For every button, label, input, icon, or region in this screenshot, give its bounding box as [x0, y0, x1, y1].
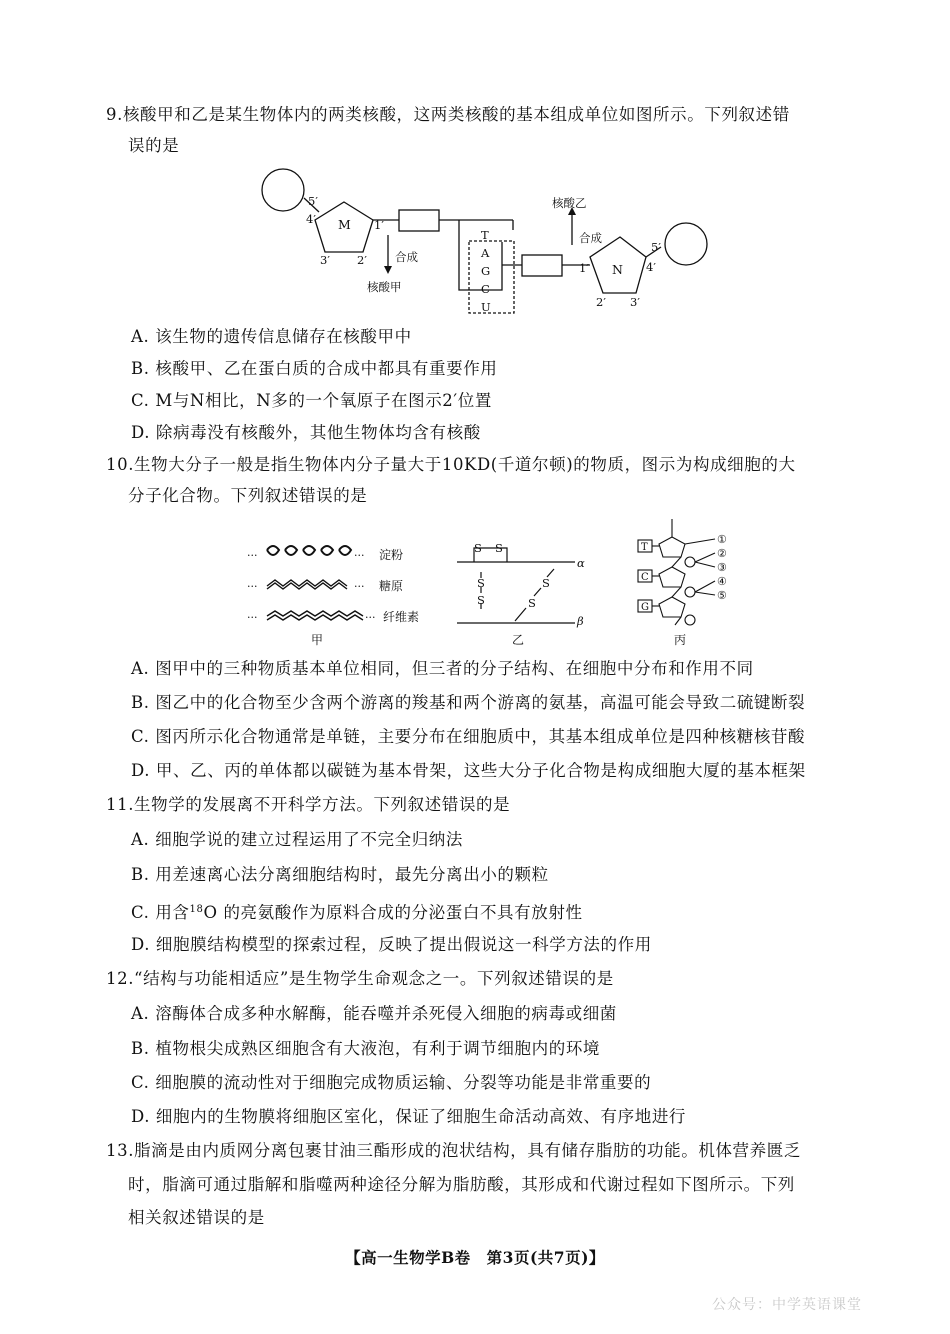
- page-footer: 【高一生物学B卷 第3页(共7页)】: [345, 1248, 605, 1267]
- q10-bing-num-5: ⑤: [717, 589, 727, 602]
- q10-yi-s6: S: [528, 596, 536, 610]
- q10-bing-base-g: G: [641, 602, 649, 613]
- q9-arrow-down: [384, 266, 392, 274]
- q10-macromolecule-figure: [245, 517, 745, 652]
- q10-label-starch: 淀粉: [379, 548, 404, 562]
- q9-label-n: N: [612, 262, 623, 277]
- q10-option-d: D. 甲、乙、丙的单体都以碳链为基本骨架，这些大分子化合物是构成细胞大厦的基本框架: [131, 761, 806, 780]
- q11-option-b: B. 用差速离心法分离细胞结构时，最先分离出小的颗粒: [131, 865, 549, 884]
- q13-stem-line2: 时，脂滴可通过脂解和脂噬两种途径分解为脂肪酸，其形成和代谢过程如下图所示。下列: [128, 1175, 795, 1194]
- q9-option-c: C. M与N相比，N多的一个氧原子在图示2′位置: [131, 391, 492, 410]
- q9-option-a: A. 该生物的遗传信息储存在核酸甲中: [131, 327, 412, 346]
- q9-label-3prime-left: 3′: [320, 253, 330, 267]
- q12-stem: 12.“结构与功能相适应”是生物学生命观念之一。下列叙述错误的是: [106, 969, 614, 988]
- q10-yi-s4: S: [477, 593, 485, 607]
- q9-base-t: T: [481, 228, 489, 242]
- q9-nucleotide-figure: [250, 165, 720, 325]
- q9-option-d: D. 除病毒没有核酸外，其他生物体均含有核酸: [131, 423, 481, 442]
- q10-bing-num-2: ②: [717, 547, 727, 560]
- q10-figure-jia: [247, 546, 419, 647]
- q9-bases-dashed-box: [469, 241, 514, 313]
- q9-label-5prime-left: 5′: [308, 194, 318, 208]
- q9-label-synthesis-right: 合成: [579, 231, 602, 245]
- svg-text:···: ···: [247, 549, 258, 562]
- q13-stem-line1: 13.脂滴是由内质网分离包裹甘油三酯形成的泡状结构，具有储存脂肪的功能。机体营养匮乏: [106, 1141, 801, 1160]
- q9-stem-line1: 9.核酸甲和乙是某生物体内的两类核酸，这两类核酸的基本组成单位如图所示。下列叙述错: [106, 105, 790, 124]
- q10-option-c: C. 图丙所示化合物通常是单链，主要分布在细胞质中，其基本组成单位是四种核糖核苷酸: [131, 727, 806, 746]
- q10-caption-jia: 甲: [311, 633, 324, 647]
- q9-label-nucleic-acid-yi: 核酸乙: [552, 196, 587, 210]
- svg-text:···: ···: [354, 580, 365, 593]
- q9-base-box-2: [522, 255, 562, 276]
- q10-option-b: B. 图乙中的化合物至少含两个游离的羧基和两个游离的氨基，高温可能会导致二硫键断裂: [131, 693, 806, 712]
- q10-yi-s2: S: [495, 541, 503, 555]
- q10-figure-bing: [638, 519, 715, 625]
- q9-label-4prime-left: 4′: [306, 212, 316, 226]
- q10-bing-base-t: T: [641, 542, 648, 553]
- q9-label-1prime-right: 1′: [579, 261, 589, 275]
- q9-label-3prime-right: 3′: [630, 295, 640, 309]
- q9-base-a: A: [481, 246, 490, 260]
- q10-yi-beta: β: [577, 614, 584, 628]
- q10-yi-s5: S: [542, 576, 550, 590]
- q13-stem-line3: 相关叙述错误的是: [128, 1208, 265, 1227]
- q10-caption-yi: 乙: [512, 633, 525, 647]
- q10-bing-base-c: C: [641, 572, 649, 583]
- q9-phosphate-left: [262, 169, 304, 211]
- q9-label-4prime-right: 4′: [646, 260, 656, 274]
- q11-stem: 11.生物学的发展离不开科学方法。下列叙述错误的是: [106, 795, 511, 814]
- q9-phosphate-right: [665, 223, 707, 265]
- q10-label-glycogen: 糖原: [379, 579, 404, 593]
- q9-label-nucleic-acid-jia: 核酸甲: [367, 280, 402, 294]
- q10-bing-num-4: ④: [717, 575, 727, 588]
- q10-stem-line2: 分子化合物。下列叙述错误的是: [128, 486, 368, 505]
- q10-bing-num-3: ③: [717, 561, 727, 574]
- q11-option-a: A. 细胞学说的建立过程运用了不完全归纳法: [131, 830, 464, 849]
- q9-base-c: C: [481, 282, 490, 296]
- q9-label-2prime-right: 2′: [596, 295, 606, 309]
- q9-base-box-1: [399, 210, 439, 231]
- q9-label-synthesis-left: 合成: [395, 250, 418, 264]
- q10-bing-num-1: ①: [717, 533, 727, 546]
- svg-text:···: ···: [354, 549, 365, 562]
- q9-label-m: M: [338, 217, 351, 232]
- q10-label-cellulose: 纤维素: [383, 610, 420, 624]
- q10-caption-bing: 丙: [674, 633, 687, 647]
- q10-figure-yi: [457, 548, 575, 623]
- q10-yi-s3: S: [477, 576, 485, 590]
- q10-yi-alpha: α: [577, 556, 585, 570]
- q12-option-b: B. 植物根尖成熟区细胞含有大液泡，有利于调节细胞内的环境: [131, 1039, 601, 1058]
- q10-yi-s1: S: [474, 541, 482, 555]
- q9-option-b: B. 核酸甲、乙在蛋白质的合成中都具有重要作用: [131, 359, 498, 378]
- q9-label-5prime-right: 5′: [651, 240, 661, 254]
- svg-text:···: ···: [247, 580, 258, 593]
- q12-option-d: D. 细胞内的生物膜将细胞区室化，保证了细胞生命活动高效、有序地进行: [131, 1107, 687, 1126]
- q9-stem-line2: 误的是: [128, 136, 180, 155]
- q9-label-1prime-left: 1′: [374, 218, 384, 232]
- svg-text:···: ···: [365, 611, 376, 624]
- q10-option-a: A. 图甲中的三种物质基本单位相同，但三者的分子结构、在细胞中分布和作用不同: [131, 659, 754, 678]
- svg-text:···: ···: [247, 611, 258, 624]
- q11-option-d: D. 细胞膜结构模型的探索过程，反映了提出假说这一科学方法的作用: [131, 935, 652, 954]
- q9-base-g: G: [481, 264, 491, 278]
- q10-stem-line1: 10.生物大分子一般是指生物体内分子量大于10KD(千道尔顿)的物质，图示为构成细胞的大: [106, 455, 796, 474]
- q9-label-2prime-left: 2′: [357, 253, 367, 267]
- watermark: 公众号：中学英语课堂: [712, 1297, 862, 1313]
- q11-option-c: C. 用含$^{18}$O 的亮氨酸作为原料合成的分泌蛋白不具有放射性: [131, 903, 583, 922]
- q9-base-u: U: [481, 300, 491, 314]
- q12-option-c: C. 细胞膜的流动性对于细胞完成物质运输、分裂等功能是非常重要的: [131, 1073, 652, 1092]
- q12-option-a: A. 溶酶体合成多种水解酶，能吞噬并杀死侵入细胞的病毒或细菌: [131, 1004, 617, 1023]
